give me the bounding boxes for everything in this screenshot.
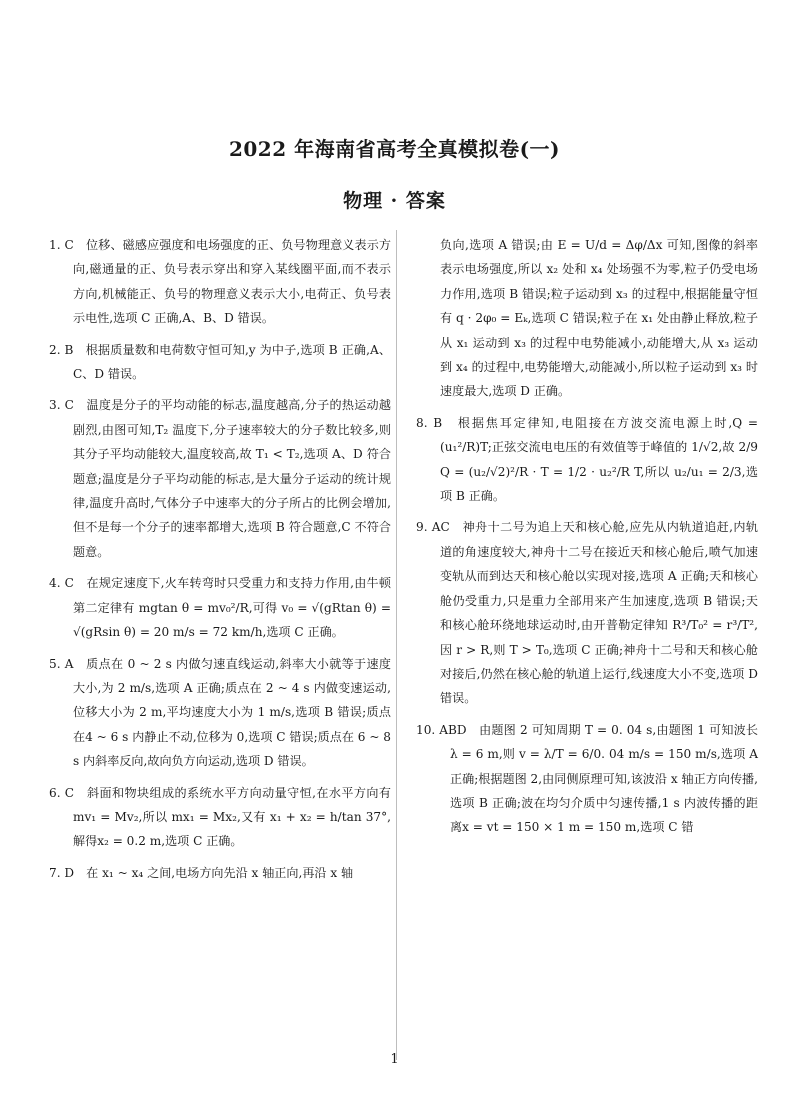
answer-item-10: 10. ABD 由题图 2 可知周期 T = 0. 04 s,由题图 1 可知波长 λ = 6 m,则 v = λ/T = 6/0. 04 m/s = 150 m/s,选项 A 正确;根据题图 2,由同侧原理可知,该波沿 x 轴正方向传播,选项 B 正确;波在均匀介质中匀速传播,1 s 内波传播的距离x = vt = 150 × 1 m = 150 m,选项 C 错 bbox=[416, 722, 758, 835]
answer-item-3: 3. C 温度是分子的平均动能的标志,温度越高,分子的热运动越剧烈,由图可知,T₂ 温度下,分子速率较大的分子数比较多,则其分子平均动能较大,温度较高,故 T₁ < T₂,选项 A、D 符合题意;温度是分子平均动能的标志,是大量分子运动的统计规律,温度升高时,气体分子中速率大的分子所占的比例会增加,但不是每一个分子的速率都增大,选项 B 符合题意,C 不符合题意。 bbox=[49, 398, 391, 559]
page-number: 1 bbox=[390, 1052, 399, 1067]
answer-item-7: 7. D 在 x₁ ~ x₄ 之间,电场方向先沿 x 轴正向,再沿 x 轴 bbox=[49, 865, 354, 880]
page-subtitle: 物理 · 答案 bbox=[343, 190, 446, 212]
answer-item-9: 9. AC 神舟十二号为追上天和核心舱,应先从内轨道追赶,内轨道的角速度较大,神舟十二号在接近天和核心舱后,喷气加速变轨从而到达天和核心舱以实现对接,选项 A 正确;天和核心舱仍受重力,只是重力全部用来产生加速度,选项 B 错误;天和核心舱环绕地球运动时,由开普勒定律知 R³/T₀² = r³/T²,因 r > R,则 T > T₀,选项 C 正确;神舟十二号和天和核心舱对接后,仍然在核心舱的轨道上运行,线速度大小不变,选项 D 错误。 bbox=[416, 520, 758, 706]
column-divider bbox=[396, 230, 397, 1060]
page-title: 2022 年海南省高考全真模拟卷(一) bbox=[228, 137, 561, 161]
answer-item-8: 8. B 根据焦耳定律知,电阻接在方波交流电源上时,Q = (u₁²/R)T;正弦交流电电压的有效值等于峰值的 1/√2,故 2/9 Q = (u₂/√2)²/R · T = 1/2 · u₂²/R T,所以 u₂/u₁ = 2/3,选项 B 正确。 bbox=[416, 415, 758, 504]
answer-item-1: 1. C 位移、磁感应强度和电场强度的正、负号物理意义表示方向,磁通量的正、负号表示穿出和穿入某线圈平面,而不表示方向,机械能正、负号的物理意义表示大小,电荷正、负号表示电性,选项 C 正确,A、B、D 错误。 bbox=[49, 238, 391, 326]
answer-item-5: 5. A 质点在 0 ~ 2 s 内做匀速直线运动,斜率大小就等于速度大小,为 2 m/s,选项 A 正确;质点在 2 ~ 4 s 内做变速运动,位移大小为 2 m,平均速度大小为 1 m/s,选项 B 错误;质点在4 ~ 6 s 内静止不动,位移为 0,选项 C 错误;质点在 6 ~ 8 s 内斜率反向,故向负方向运动,选项 D 错误。 bbox=[49, 656, 391, 769]
right-column bbox=[416, 233, 758, 847]
left-column bbox=[49, 233, 391, 892]
answer-item-2: 2. B 根据质量数和电荷数守恒可知,y 为中子,选项 B 正确,A、C、D 错误。 bbox=[49, 342, 391, 382]
answer-item-4: 4. C 在规定速度下,火车转弯时只受重力和支持力作用,由牛顿第二定律有 mgtan θ = mv₀²/R,可得 v₀ = √(gRtan θ) = √(gRsin θ) = 20 m/s = 72 km/h,选项 C 正确。 bbox=[49, 576, 391, 640]
answer-item-7-continued: 负向,选项 A 错误;由 E = U/d = Δφ/Δx 可知,图像的斜率表示电场强度,所以 x₂ 处和 x₄ 处场强不为零,粒子仍受电场力作用,选项 B 错误;粒子运动到 x₃ 的过程中,根据能量守恒有 q · 2φ₀ = Eₖ,选项 C 错误;粒子在 x₁ 处由静止释放,粒子从 x₁ 运动到 x₃ 的过程中电势能减小,动能增大,从 x₃ 运动到 x₄ 的过程中,电势能增大,动能减小,所以粒子运动到 x₃ 时速度最大,选项 D 正确。 bbox=[440, 238, 758, 399]
answer-item-6: 6. C 斜面和物块组成的系统水平方向动量守恒,在水平方向有 mv₁ = Mv₂,所以 mx₁ = Mx₂,又有 x₁ + x₂ = h/tan 37°,解得x₂ = 0.2 m,选项 C 正确。 bbox=[49, 785, 391, 849]
